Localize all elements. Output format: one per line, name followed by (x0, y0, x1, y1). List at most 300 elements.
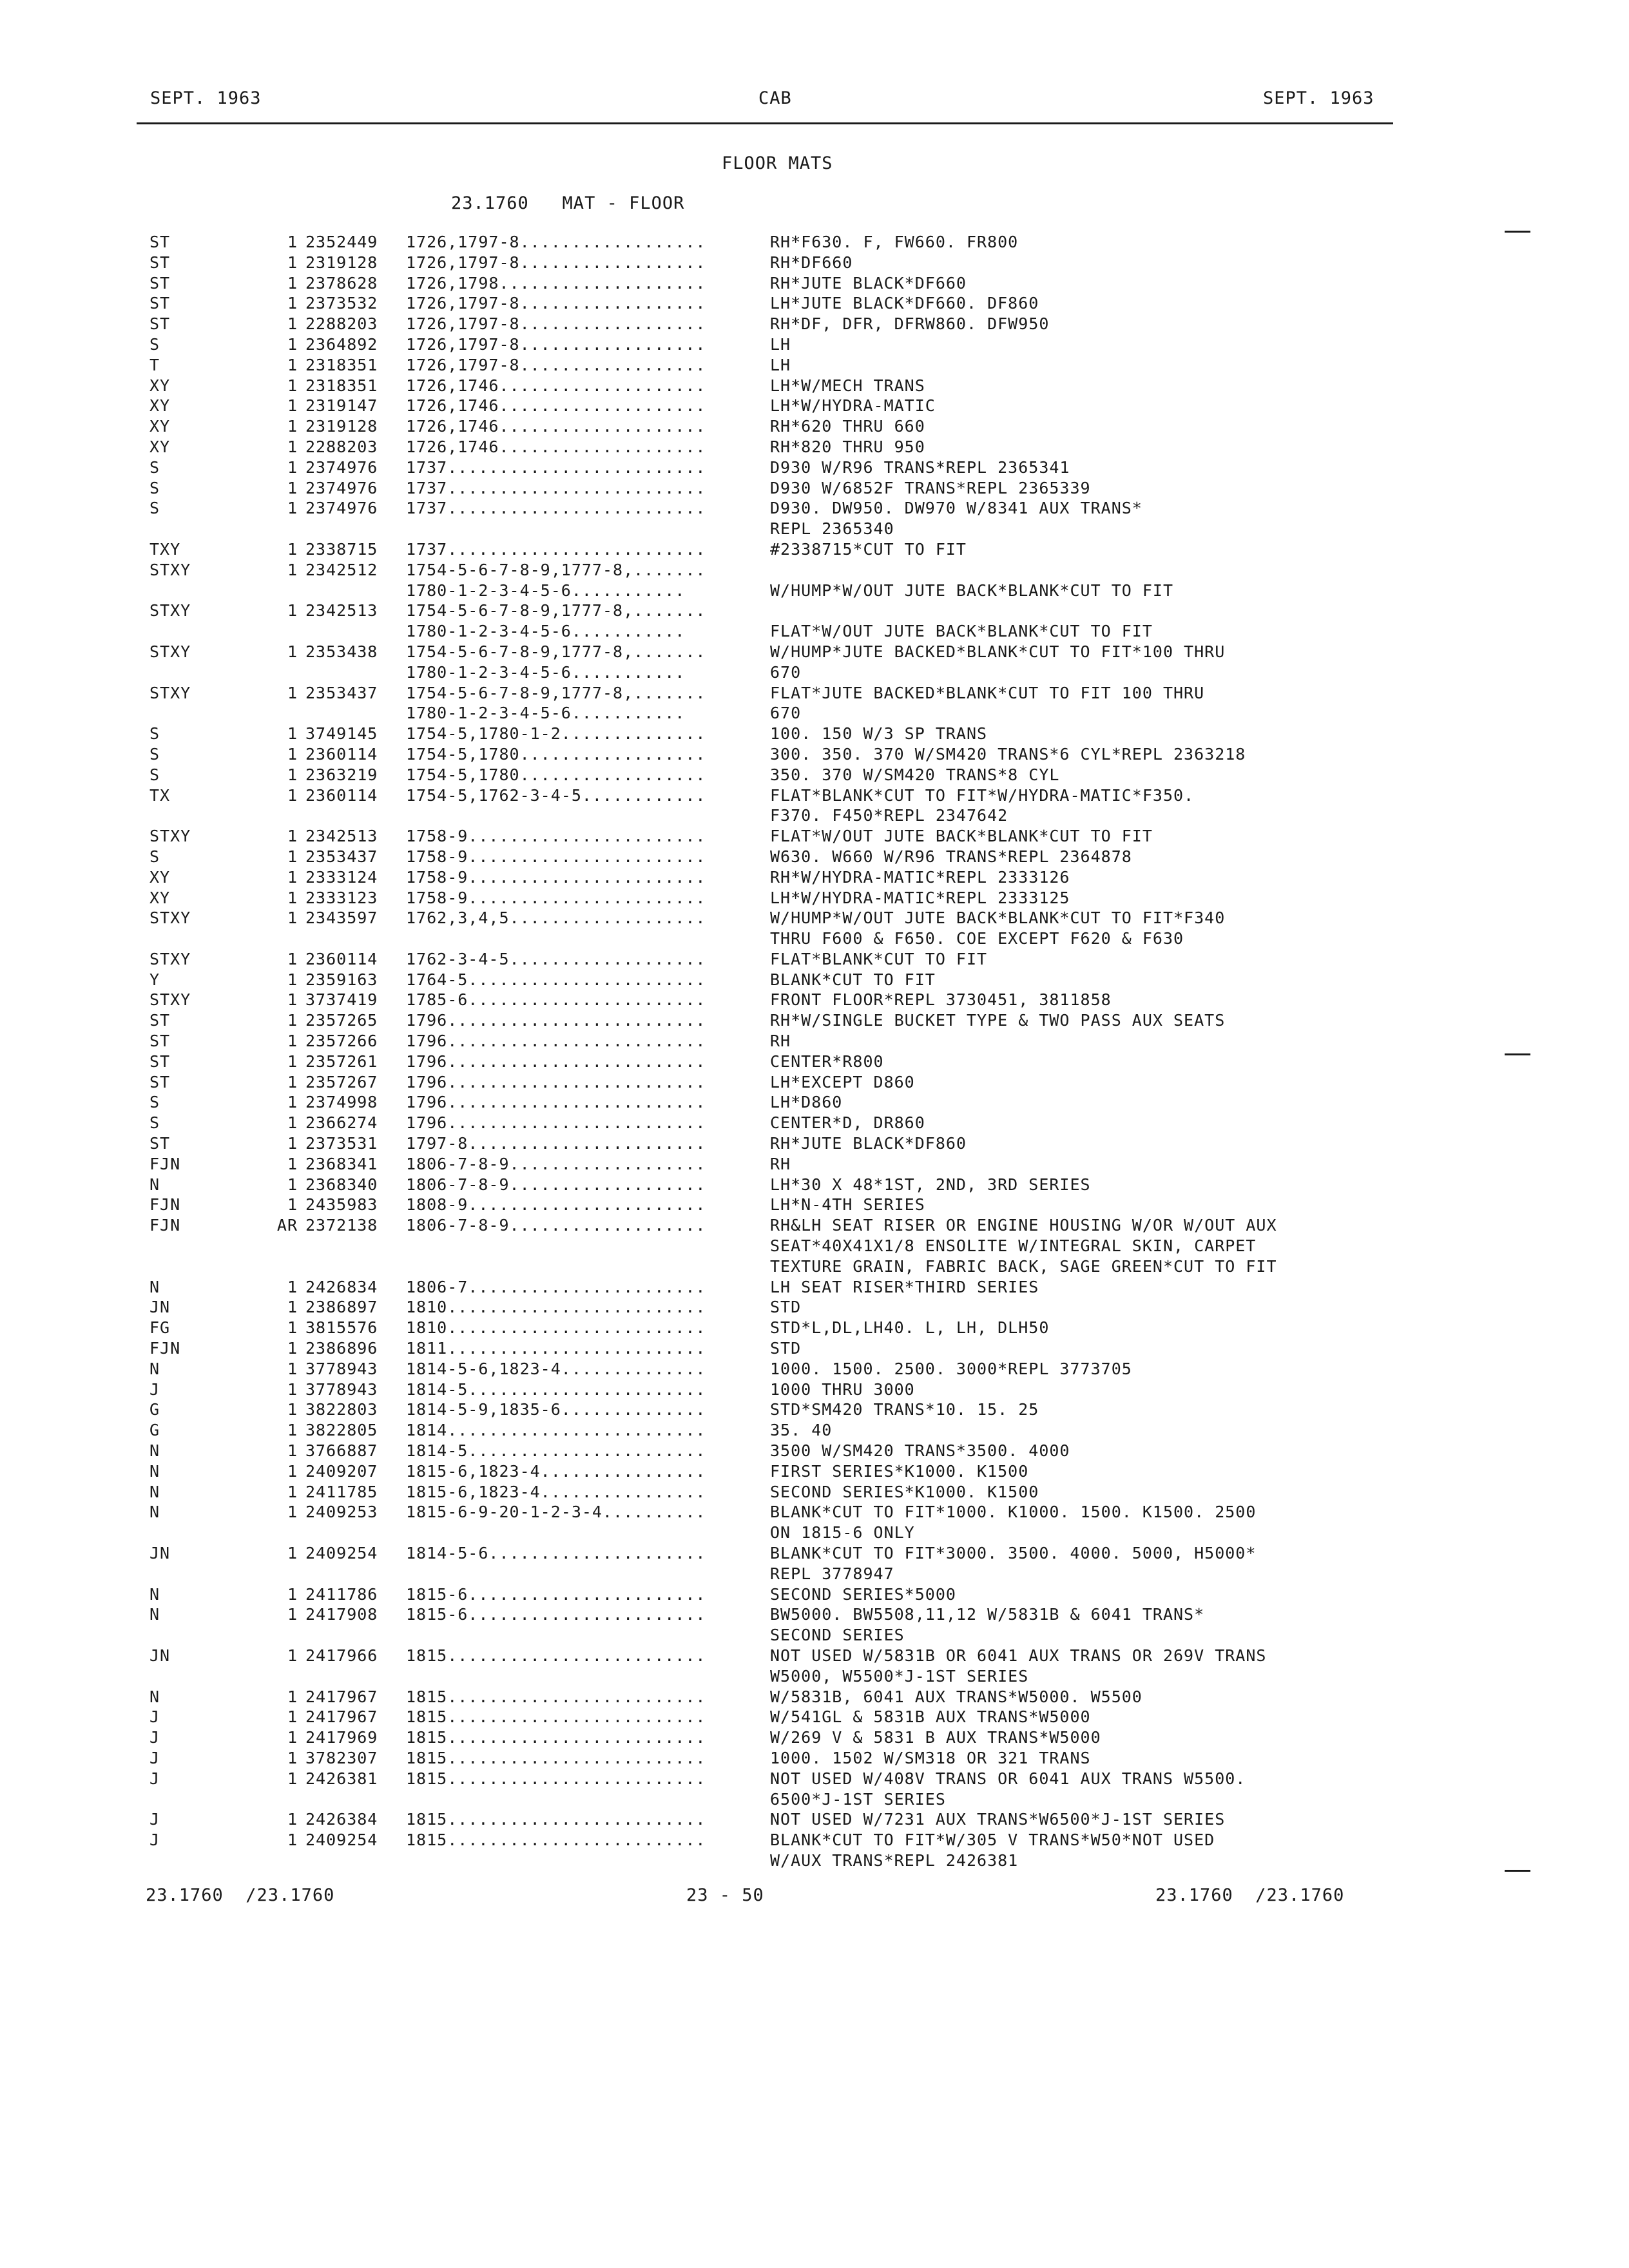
row-description: LH (770, 334, 791, 354)
row-quantity: 1 (287, 970, 298, 989)
row-group-numbers: 1726,1797-8.................. (406, 294, 706, 313)
row-quantity: AR (276, 1216, 298, 1235)
row-description: 1000 THRU 3000 (770, 1379, 915, 1399)
row-group-numbers: 1815......................... (406, 1728, 706, 1747)
row-model-code: S (149, 1113, 160, 1133)
row-part-number: 2426834 (305, 1277, 378, 1296)
row-quantity: 1 (287, 273, 298, 293)
row-description: 350. 370 W/SM420 TRANS*8 CYL (770, 765, 1060, 784)
row-group-numbers: 1762,3,4,5................... (406, 908, 706, 928)
row-group-numbers: 1726,1797-8.................. (406, 233, 706, 251)
row-model-code: ST (149, 273, 171, 293)
row-description: RH*DF, DFR, DFRW860. DFW950 (770, 314, 1050, 334)
row-group-numbers: 1806-7....................... (406, 1277, 706, 1296)
row-group-numbers: 1762-3-4-5................... (406, 949, 706, 968)
table-row (0, 1154, 1629, 1175)
row-group-numbers: 1726,1746.................... (406, 376, 706, 395)
row-model-code: ST (149, 1072, 171, 1091)
row-quantity: 1 (287, 1113, 298, 1133)
row-quantity: 1 (287, 1339, 298, 1358)
header-date-left: SEPT. 1963 (150, 88, 262, 108)
table-row (0, 519, 1629, 539)
row-description: D930 W/R96 TRANS*REPL 2365341 (770, 457, 1070, 477)
row-group-numbers: 1814-5-9,1835-6.............. (406, 1400, 706, 1419)
row-description: BLANK*CUT TO FIT*3000. 3500. 4000. 5000, H5000* (770, 1544, 1257, 1562)
row-description: D930. DW950. DW970 W/8341 AUX TRANS* (770, 499, 1142, 518)
row-quantity: 1 (287, 1421, 298, 1440)
row-model-code: N (149, 1584, 160, 1604)
table-row (0, 703, 1629, 724)
table-row (0, 744, 1629, 765)
row-group-numbers: 1754-5-6-7-8-9,1777-8,....... (406, 601, 706, 620)
row-group-numbers: 1815-6....................... (406, 1584, 706, 1604)
table-row (0, 908, 1629, 928)
table-row (0, 253, 1629, 273)
row-model-code: J (149, 1379, 160, 1399)
row-quantity: 1 (287, 1032, 298, 1051)
row-model-code: FJN (149, 1195, 181, 1215)
row-quantity: 1 (287, 1831, 298, 1850)
row-group-numbers: 1726,1746.................... (406, 437, 706, 456)
row-description: TEXTURE GRAIN, FABRIC BACK, SAGE GREEN*CUT TO FIT (770, 1256, 1277, 1276)
row-quantity: 1 (287, 499, 298, 518)
row-quantity: 1 (287, 1482, 298, 1501)
row-model-code: FJN (149, 1154, 181, 1173)
row-model-code: ST (149, 314, 171, 334)
table-row (0, 1052, 1629, 1072)
row-part-number: 2338715 (305, 539, 378, 559)
row-description: REPL 3778947 (770, 1564, 894, 1583)
row-description: LH*W/HYDRA-MATIC (770, 396, 936, 416)
row-description: LH*D860 (770, 1093, 843, 1112)
table-row (0, 1379, 1629, 1400)
row-part-number: 3822805 (305, 1421, 378, 1440)
row-part-number: 3782307 (305, 1748, 378, 1767)
row-quantity: 1 (287, 867, 298, 887)
row-description: D930 W/6852F TRANS*REPL 2365339 (770, 478, 1091, 497)
row-part-number: 2364892 (305, 334, 378, 354)
row-part-number: 2409253 (305, 1503, 378, 1522)
row-quantity: 1 (287, 1154, 298, 1173)
row-description: FLAT*W/OUT JUTE BACK*BLANK*CUT TO FIT (770, 827, 1153, 846)
row-group-numbers: 1780-1-2-3-4-5-6........... (406, 581, 686, 600)
row-part-number: 2319128 (305, 417, 378, 436)
table-row (0, 621, 1629, 642)
row-description: LH*W/HYDRA-MATIC*REPL 2333125 (770, 888, 1070, 907)
row-description: W/269 V & 5831 B AUX TRANS*W5000 (770, 1728, 1101, 1747)
row-model-code: S (149, 724, 160, 744)
row-part-number: 2373531 (305, 1134, 378, 1153)
row-quantity: 1 (287, 908, 298, 928)
table-row (0, 1789, 1629, 1810)
row-model-code: N (149, 1687, 160, 1706)
row-quantity: 1 (287, 1400, 298, 1419)
header-rule (137, 122, 1393, 124)
row-model-code: J (149, 1748, 160, 1767)
table-row (0, 1031, 1629, 1052)
row-model-code: Y (149, 970, 160, 989)
row-description: RH*W/SINGLE BUCKET TYPE & TWO PASS AUX SEATS (770, 1011, 1226, 1030)
table-row (0, 601, 1629, 621)
row-description: FLAT*BLANK*CUT TO FIT*W/HYDRA-MATIC*F350. (770, 785, 1195, 805)
row-quantity: 1 (287, 1195, 298, 1215)
row-model-code: FJN (149, 1216, 181, 1235)
row-model-code: S (149, 334, 160, 354)
row-description: THRU F600 & F650. COE EXCEPT F620 & F630 (770, 929, 1184, 948)
row-part-number: 2353438 (305, 642, 378, 661)
row-part-number: 2417908 (305, 1605, 378, 1624)
table-row (0, 1277, 1629, 1298)
table-row (0, 376, 1629, 396)
table-row (0, 949, 1629, 970)
row-group-numbers: 1754-5-6-7-8-9,1777-8,....... (406, 683, 706, 702)
row-model-code: N (149, 1359, 160, 1378)
row-part-number: 2318351 (305, 376, 378, 395)
row-part-number: 2357261 (305, 1052, 378, 1071)
table-row (0, 1399, 1629, 1420)
table-row (0, 1850, 1629, 1871)
row-model-code: N (149, 1277, 160, 1296)
table-row (0, 1666, 1629, 1687)
row-quantity: 1 (287, 1318, 298, 1338)
row-part-number: 2333124 (305, 867, 378, 887)
row-part-number: 2426381 (305, 1769, 378, 1788)
row-description: FIRST SERIES*K1000. K1500 (770, 1461, 1029, 1481)
table-row (0, 1707, 1629, 1727)
margin-mark (1505, 1053, 1530, 1055)
row-model-code: FJN (149, 1339, 181, 1358)
row-description: RH*W/HYDRA-MATIC*REPL 2333126 (770, 867, 1070, 887)
row-group-numbers: 1796......................... (406, 1093, 706, 1112)
row-group-numbers: 1737......................... (406, 539, 706, 559)
row-model-code: S (149, 1093, 160, 1112)
row-group-numbers: 1796......................... (406, 1032, 706, 1051)
row-model-code: XY (149, 888, 171, 907)
row-model-code: TX (149, 785, 171, 805)
row-quantity: 1 (287, 314, 298, 334)
row-description: 6500*J-1ST SERIES (770, 1789, 946, 1809)
row-model-code: ST (149, 233, 171, 251)
row-quantity: 1 (287, 1769, 298, 1788)
row-quantity: 1 (287, 785, 298, 805)
row-description: F370. F450*REPL 2347642 (770, 806, 1008, 825)
row-description: W/HUMP*W/OUT JUTE BACK*BLANK*CUT TO FIT*F340 (770, 908, 1226, 928)
row-description: RH*JUTE BLACK*DF660 (770, 273, 967, 293)
row-quantity: 1 (287, 888, 298, 907)
row-quantity: 1 (287, 1707, 298, 1727)
row-part-number: 2386896 (305, 1339, 378, 1358)
row-group-numbers: 1796......................... (406, 1113, 706, 1133)
row-group-numbers: 1814......................... (406, 1421, 706, 1440)
table-row (0, 1748, 1629, 1769)
row-description: W/5831B, 6041 AUX TRANS*W5000. W5500 (770, 1687, 1142, 1706)
row-quantity: 1 (287, 1072, 298, 1091)
row-group-numbers: 1754-5-6-7-8-9,1777-8,....... (406, 560, 706, 579)
table-row (0, 1113, 1629, 1133)
row-quantity: 1 (287, 1052, 298, 1071)
table-row (0, 867, 1629, 888)
footer-left: 23.1760 /23.1760 (146, 1885, 335, 1905)
row-part-number: 2353437 (305, 847, 378, 866)
table-row (0, 1604, 1629, 1625)
row-quantity: 1 (287, 1687, 298, 1706)
row-quantity: 1 (287, 478, 298, 497)
table-row (0, 1543, 1629, 1564)
row-group-numbers: 1814-5-6,1823-4.............. (406, 1359, 706, 1378)
row-quantity: 1 (287, 1584, 298, 1604)
row-part-number: 2435983 (305, 1195, 378, 1215)
row-group-numbers: 1808-9....................... (406, 1195, 706, 1215)
row-group-numbers: 1764-5....................... (406, 970, 706, 989)
row-description: FRONT FLOOR*REPL 3730451, 3811858 (770, 990, 1112, 1010)
row-part-number: 2360114 (305, 785, 378, 805)
row-description: 35. 40 (770, 1421, 833, 1440)
row-quantity: 1 (287, 1728, 298, 1747)
table-row (0, 581, 1629, 601)
row-part-number: 2357266 (305, 1032, 378, 1051)
row-group-numbers: 1754-5,1780.................. (406, 765, 706, 784)
row-group-numbers: 1758-9....................... (406, 867, 706, 887)
row-group-numbers: 1806-7-8-9................... (406, 1175, 706, 1194)
row-description: SECOND SERIES (770, 1626, 905, 1645)
row-model-code: J (149, 1707, 160, 1727)
row-part-number: 2374998 (305, 1093, 378, 1112)
row-group-numbers: 1737......................... (406, 478, 706, 497)
table-row (0, 457, 1629, 478)
row-model-code: J (149, 1810, 160, 1829)
row-group-numbers: 1726,1746.................... (406, 396, 706, 416)
row-description: RH (770, 1154, 791, 1173)
row-model-code: XY (149, 867, 171, 887)
table-row (0, 888, 1629, 908)
row-model-code: TXY (149, 539, 181, 559)
table-row (0, 662, 1629, 683)
row-quantity: 1 (287, 233, 298, 251)
row-description: 1000. 1502 W/SM318 OR 321 TRANS (770, 1748, 1091, 1767)
row-group-numbers: 1726,1797-8.................. (406, 314, 706, 334)
row-part-number: 2409254 (305, 1831, 378, 1850)
row-description: W/HUMP*JUTE BACKED*BLANK*CUT TO FIT*100 THRU (770, 642, 1226, 661)
row-quantity: 1 (287, 396, 298, 416)
row-description: RH (770, 1032, 791, 1051)
row-model-code: G (149, 1400, 160, 1419)
row-model-code: N (149, 1503, 160, 1522)
row-model-code: ST (149, 1052, 171, 1071)
row-description: STD*SM420 TRANS*10. 15. 25 (770, 1400, 1039, 1419)
header-section: CAB (758, 88, 792, 108)
row-group-numbers: 1780-1-2-3-4-5-6........... (406, 662, 686, 682)
row-part-number: 2373532 (305, 294, 378, 313)
row-group-numbers: 1796......................... (406, 1011, 706, 1030)
table-row (0, 1482, 1629, 1503)
row-part-number: 2319128 (305, 253, 378, 272)
row-group-numbers: 1758-9....................... (406, 847, 706, 866)
row-description: FLAT*W/OUT JUTE BACK*BLANK*CUT TO FIT (770, 622, 1153, 641)
row-part-number: 2368340 (305, 1175, 378, 1194)
row-description: LH*EXCEPT D860 (770, 1072, 915, 1091)
row-part-number: 2426384 (305, 1810, 378, 1829)
row-description: 670 (770, 704, 802, 723)
row-group-numbers: 1797-8....................... (406, 1134, 706, 1153)
group-subtitle: 23.1760 MAT - FLOOR (451, 193, 685, 213)
row-part-number: 2318351 (305, 355, 378, 374)
row-quantity: 1 (287, 990, 298, 1010)
row-description: W5000, W5500*J-1ST SERIES (770, 1666, 1029, 1686)
row-quantity: 1 (287, 724, 298, 744)
row-quantity: 1 (287, 417, 298, 436)
table-row (0, 642, 1629, 662)
row-model-code: ST (149, 253, 171, 272)
row-model-code: ST (149, 294, 171, 313)
row-description: RH*DF660 (770, 253, 853, 272)
row-description: LH*N-4TH SERIES (770, 1195, 925, 1215)
row-part-number: 2342512 (305, 560, 378, 579)
table-row (0, 724, 1629, 744)
row-description: NOT USED W/408V TRANS OR 6041 AUX TRANS W5500. (770, 1769, 1246, 1788)
row-description: RH&LH SEAT RISER OR ENGINE HOUSING W/OR W/OUT AUX (770, 1216, 1277, 1235)
table-row (0, 970, 1629, 990)
row-model-code: N (149, 1441, 160, 1461)
row-part-number: 2359163 (305, 970, 378, 989)
row-quantity: 1 (287, 1748, 298, 1767)
table-row (0, 539, 1629, 560)
row-description: FLAT*BLANK*CUT TO FIT (770, 949, 988, 968)
table-row (0, 293, 1629, 314)
row-part-number: 2417967 (305, 1707, 378, 1727)
row-group-numbers: 1811......................... (406, 1339, 706, 1358)
row-quantity: 1 (287, 1810, 298, 1829)
row-description: SECOND SERIES*5000 (770, 1584, 956, 1604)
row-quantity: 1 (287, 1277, 298, 1296)
row-quantity: 1 (287, 847, 298, 866)
row-group-numbers: 1815-6-9-20-1-2-3-4.......... (406, 1503, 706, 1522)
table-row (0, 560, 1629, 581)
row-part-number: 2288203 (305, 437, 378, 456)
table-row (0, 1461, 1629, 1482)
table-row (0, 805, 1629, 826)
table-row (0, 1195, 1629, 1215)
row-part-number: 2343597 (305, 908, 378, 928)
row-description: NOT USED W/5831B OR 6041 AUX TRANS OR 269V TRANS (770, 1646, 1267, 1665)
table-row (0, 355, 1629, 376)
row-quantity: 1 (287, 1359, 298, 1378)
table-row (0, 1523, 1629, 1543)
row-part-number: 2353437 (305, 683, 378, 702)
table-row (0, 765, 1629, 785)
row-part-number: 2366274 (305, 1113, 378, 1133)
row-group-numbers: 1785-6....................... (406, 990, 706, 1010)
row-description: BW5000. BW5508,11,12 W/5831B & 6041 TRANS* (770, 1605, 1205, 1624)
row-model-code: ST (149, 1134, 171, 1153)
table-row (0, 396, 1629, 416)
row-description: RH*JUTE BLACK*DF860 (770, 1134, 967, 1153)
table-row (0, 1502, 1629, 1523)
row-model-code: STXY (149, 601, 191, 620)
row-part-number: 2411786 (305, 1584, 378, 1604)
footer-right: 23.1760 /23.1760 (1155, 1885, 1345, 1905)
parts-list (0, 232, 1629, 1871)
table-row (0, 1625, 1629, 1646)
table-row (0, 1830, 1629, 1850)
row-part-number: 3749145 (305, 724, 378, 744)
row-description: BLANK*CUT TO FIT (770, 970, 936, 989)
table-row (0, 785, 1629, 806)
row-model-code: N (149, 1605, 160, 1624)
row-description: 100. 150 W/3 SP TRANS (770, 724, 988, 744)
row-part-number: 2333123 (305, 888, 378, 907)
table-row (0, 1072, 1629, 1093)
row-description: W/541GL & 5831B AUX TRANS*W5000 (770, 1707, 1091, 1727)
row-quantity: 1 (287, 765, 298, 784)
table-row (0, 478, 1629, 499)
table-row (0, 416, 1629, 437)
row-quantity: 1 (287, 1441, 298, 1461)
row-model-code: ST (149, 1011, 171, 1030)
row-group-numbers: 1754-5,1762-3-4-5............ (406, 785, 706, 805)
row-quantity: 1 (287, 1093, 298, 1112)
table-row (0, 1236, 1629, 1256)
row-part-number: 3778943 (305, 1379, 378, 1399)
section-title: FLOOR MATS (722, 153, 833, 173)
row-group-numbers: 1815......................... (406, 1748, 706, 1767)
table-row (0, 1133, 1629, 1154)
row-model-code: J (149, 1831, 160, 1850)
row-quantity: 1 (287, 683, 298, 702)
table-row (0, 1564, 1629, 1584)
table-row (0, 1687, 1629, 1707)
table-row (0, 1584, 1629, 1605)
row-quantity: 1 (287, 437, 298, 456)
row-group-numbers: 1758-9....................... (406, 827, 706, 846)
row-model-code: STXY (149, 683, 191, 702)
row-description: STD (770, 1339, 802, 1358)
row-group-numbers: 1806-7-8-9................... (406, 1154, 706, 1173)
table-row (0, 928, 1629, 949)
table-row (0, 1175, 1629, 1195)
row-group-numbers: 1815-6,1823-4................ (406, 1461, 706, 1481)
table-row (0, 990, 1629, 1010)
row-part-number: 3815576 (305, 1318, 378, 1338)
row-quantity: 1 (287, 1503, 298, 1522)
row-model-code: J (149, 1769, 160, 1788)
row-model-code: XY (149, 437, 171, 456)
row-group-numbers: 1810......................... (406, 1318, 706, 1338)
row-part-number: 3766887 (305, 1441, 378, 1461)
row-group-numbers: 1814-5....................... (406, 1379, 706, 1399)
row-description: RH*620 THRU 660 (770, 417, 925, 436)
row-description: ON 1815-6 ONLY (770, 1523, 915, 1542)
row-model-code: S (149, 499, 160, 518)
table-row (0, 1809, 1629, 1830)
row-part-number: 2386897 (305, 1298, 378, 1317)
header-date-right: SEPT. 1963 (1263, 88, 1374, 108)
row-model-code: STXY (149, 827, 191, 846)
row-part-number: 2342513 (305, 827, 378, 846)
row-quantity: 1 (287, 334, 298, 354)
row-quantity: 1 (287, 1544, 298, 1562)
row-description: REPL 2365340 (770, 519, 894, 539)
row-part-number: 2288203 (305, 314, 378, 334)
table-row (0, 1297, 1629, 1318)
table-row (0, 1338, 1629, 1359)
row-group-numbers: 1754-5,1780.................. (406, 744, 706, 764)
table-row (0, 1092, 1629, 1113)
row-group-numbers: 1726,1797-8.................. (406, 253, 706, 272)
row-part-number: 2360114 (305, 744, 378, 764)
table-row (0, 1359, 1629, 1379)
row-model-code: S (149, 457, 160, 477)
row-quantity: 1 (287, 1605, 298, 1624)
